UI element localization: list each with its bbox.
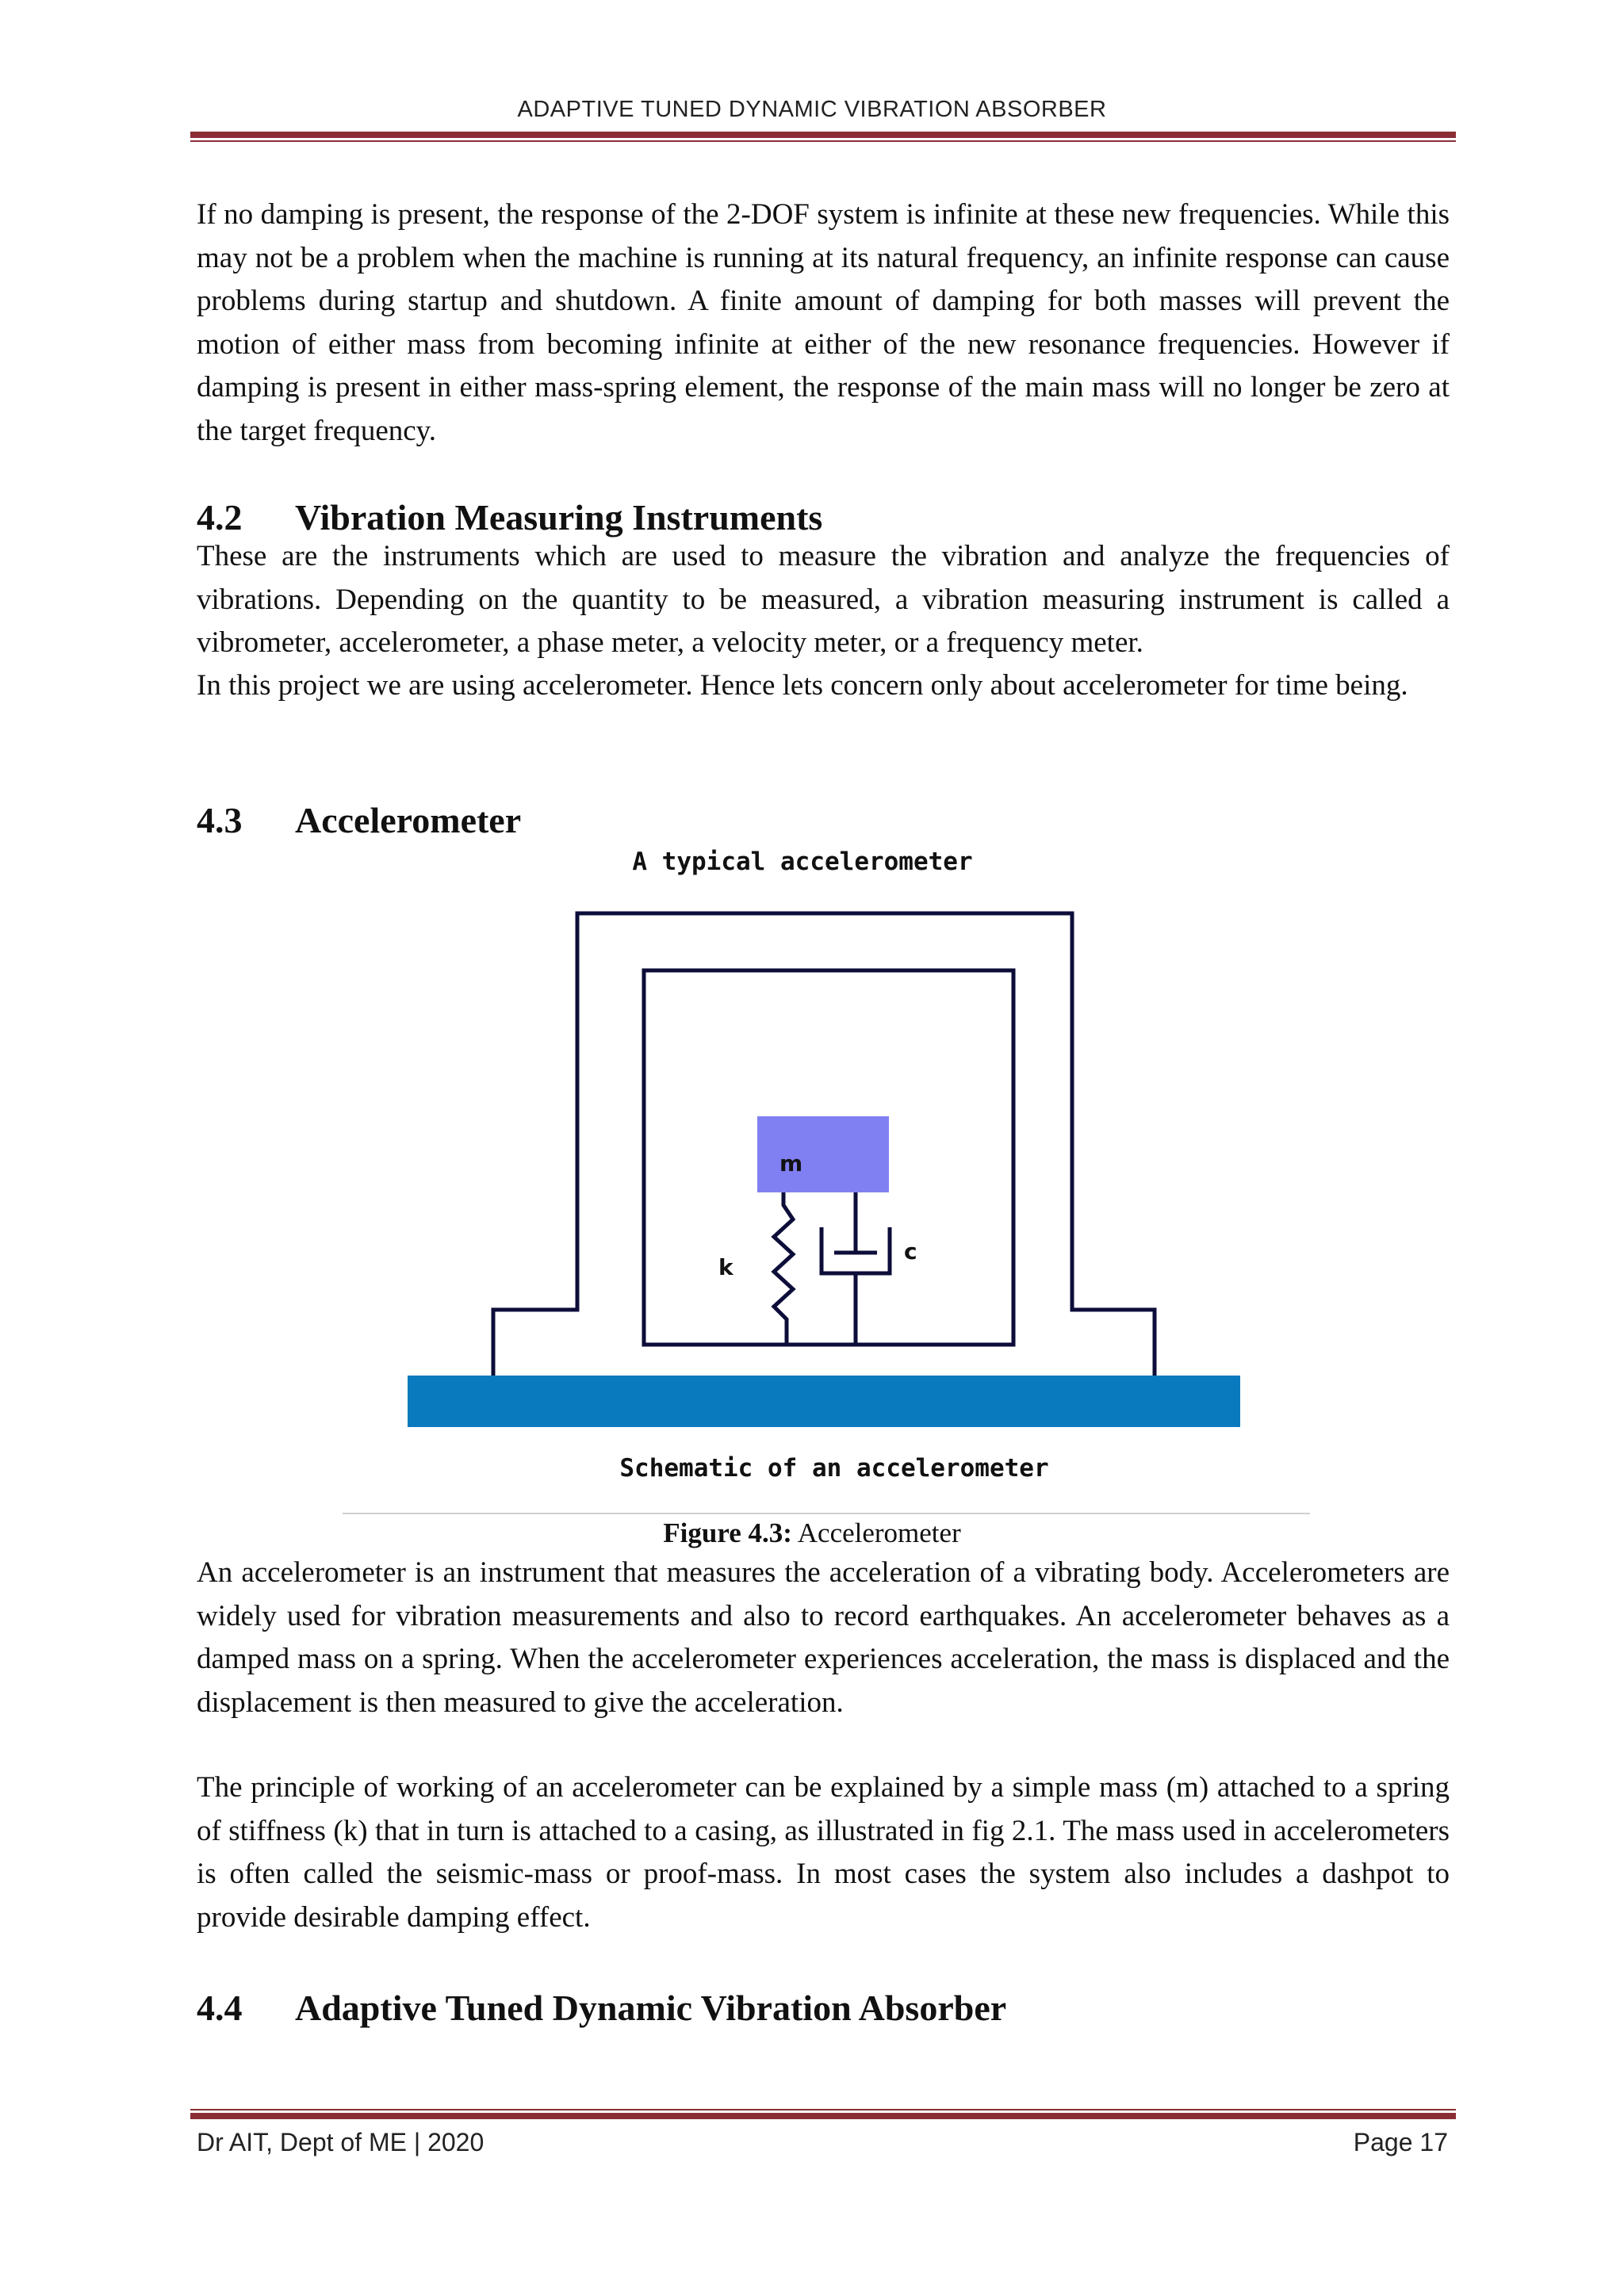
page-number: Page 17	[1353, 2128, 1448, 2156]
paragraph-working-principle: The principle of working of an accelerometer can be explained by a simple mass (m) attached to a spring of stiffness (k) that in turn is attached to a casing, as illustrated in fig 2.1. The mass used in accelerometers is often called the seismic-mass or proof-mass. In most cases the system also includes a dashpot to provide desirable damping effect.	[197, 1771, 1450, 1934]
footer-institution: Dr AIT, Dept of ME | 2020	[197, 2128, 485, 2156]
spring	[774, 1192, 793, 1345]
mass-label: m	[779, 1150, 803, 1177]
section-number: 4.4	[197, 1988, 243, 2028]
paragraph-instruments: These are the instruments which are used to measure the vibration and analyze the frequencies of vibrations. Depending on the quantity to be measured, a vibration measuring instrument is called a vibrometer, accelerometer, a phase meter, a velocity meter, or a frequency meter.	[197, 540, 1450, 659]
section-title: Vibration Measuring Instruments	[295, 497, 823, 538]
spring-label: k	[718, 1254, 733, 1280]
figure-caption	[0, 1516, 1624, 1551]
base-plate	[408, 1376, 1240, 1427]
paragraph-project: In this project we are using accelerometer. Hence lets concern only about accelerometer for time being.	[197, 669, 1408, 702]
figure-caption-label: Figure 4.3:	[663, 1517, 792, 1548]
figure-bottom-label: Schematic of an accelerometer	[619, 1454, 1049, 1483]
figure-top-label: A typical accelerometer	[632, 848, 973, 876]
dashpot	[822, 1192, 890, 1345]
section-title: Adaptive Tuned Dynamic Vibration Absorber	[295, 1988, 1007, 2028]
section-number: 4.2	[197, 497, 243, 538]
seismic-mass	[757, 1116, 889, 1192]
figure-caption-text: Accelerometer	[791, 1517, 961, 1548]
section-title: Accelerometer	[295, 800, 522, 840]
paragraph-accelerometer-definition: An accelerometer is an instrument that measures the acceleration of a vibrating body. Accelerometers are widely used for vibration measurements and also to record earthquakes. An accelerometer behaves as a damped mass on a spring. When the accelerometer experiences acceleration, the mass is displaced and the displacement is then measured to give the acceleration.	[197, 1556, 1450, 1719]
damper-label: c	[904, 1238, 917, 1265]
paragraph-damping: If no damping is present, the response of the 2-DOF system is infinite at these new frequencies. While this may not be a problem when the machine is running at its natural frequency, an infinite response can cause problems during startup and shutdown. A finite amount of damping for both masses will prevent the motion of either mass from becoming infinite at either of the new resonance frequencies. However if damping is present in either mass-spring element, the response of the main mass will no longer be zero at the target frequency.	[197, 198, 1450, 447]
footer-rule	[190, 2109, 1456, 2119]
section-heading-4-4	[197, 1987, 1006, 2030]
section-number: 4.3	[197, 800, 243, 840]
running-header: ADAPTIVE TUNED DYNAMIC VIBRATION ABSORBER	[517, 97, 1107, 122]
figure-separator	[343, 1513, 1310, 1514]
